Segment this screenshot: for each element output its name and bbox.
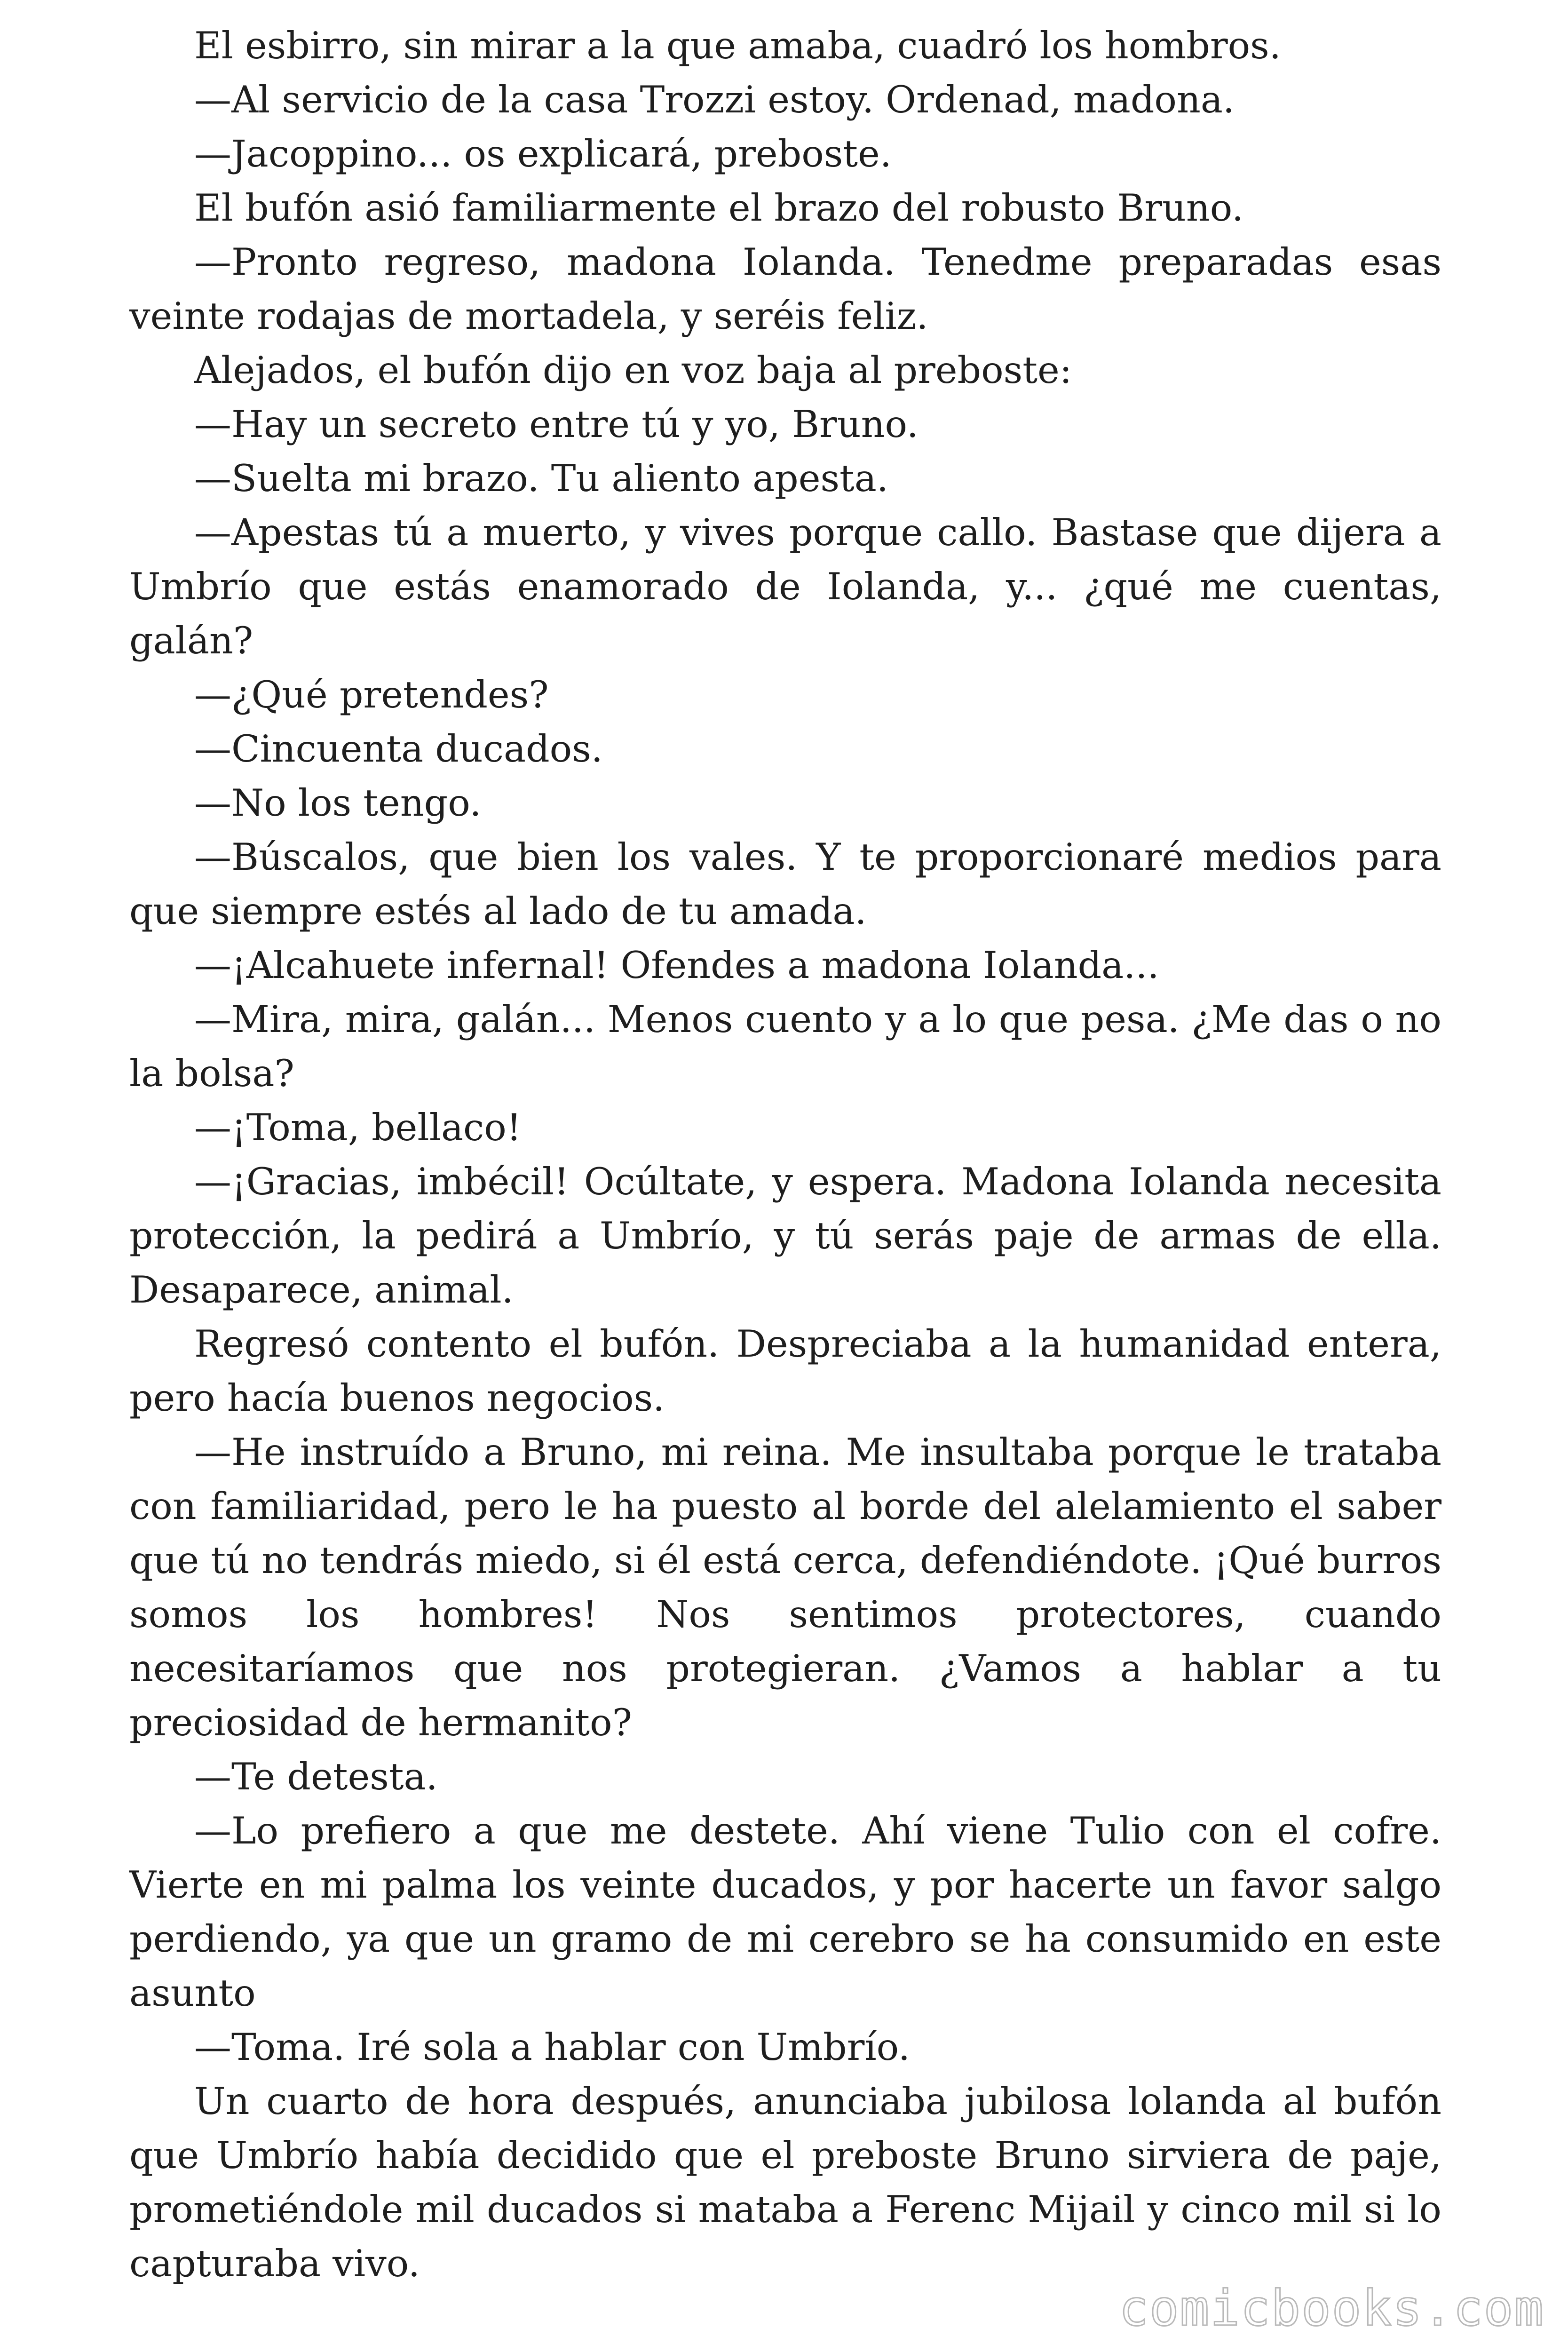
paragraph: —No los tengo.	[194, 781, 482, 825]
paragraph: —¡Gracias, imbécil! Ocúltate, y espera. Madona Iolanda necesita protección, la pedirá a Umbrío, y tú serás paje de armas de ella. Desaparece, animal.	[129, 1160, 1441, 1311]
paragraph: —Búscalos, que bien los vales. Y te proporcionaré medios para que siempre estés al lado de tu amada.	[129, 835, 1441, 933]
paragraph: —Apestas tú a muerto, y vives porque callo. Bastase que dijera a Umbrío que estás enamorado de Iolanda, y... ¿qué me cuentas, galán?	[129, 511, 1441, 662]
paragraph: El esbirro, sin mirar a la que amaba, cuadró los hombros.	[194, 24, 1281, 67]
paragraph: —Suelta mi brazo. Tu aliento apesta.	[194, 457, 889, 500]
paragraph: —¿Qué pretendes?	[194, 673, 549, 716]
page-body-text	[129, 19, 1441, 2291]
paragraph: Alejados, el bufón dijo en voz baja al preboste:	[194, 349, 1072, 392]
paragraph: El bufón asió familiarmente el brazo del robusto Bruno.	[194, 186, 1244, 230]
paragraph: —¡Toma, bellaco!	[194, 1106, 522, 1149]
paragraph: —Cincuenta ducados.	[194, 727, 603, 771]
paragraph: Regresó contento el bufón. Despreciaba a la humanidad entera, pero hacía buenos negocios.	[129, 1322, 1441, 1420]
paragraph: —Lo prefiero a que me destete. Ahí viene Tulio con el cofre. Vierte en mi palma los veinte ducados, y por hacerte un favor salgo perdiendo, ya que un gramo de mi cerebro se ha consumido en este asunto	[129, 1809, 1441, 2015]
paragraph: —Toma. Iré sola a hablar con Umbrío.	[194, 2026, 910, 2069]
paragraph: —¡Alcahuete infernal! Ofendes a madona Iolanda...	[194, 944, 1159, 987]
paragraph: —He instruído a Bruno, mi reina. Me insultaba porque le trataba con familiaridad, pero le ha puesto al borde del alelamiento el saber que tú no tendrás miedo, si él está cerca, defendiéndote. ¡Qué burros somos los hombres! Nos sentimos protectores, cuando necesitaríamos que nos protegieran. ¿Vamos a hablar a tu preciosidad de hermanito?	[129, 1430, 1441, 1744]
paragraph: —Te detesta.	[194, 1755, 438, 1798]
watermark: comicbooks.com	[1119, 2280, 1544, 2337]
paragraph: —Mira, mira, galán... Menos cuento y a lo que pesa. ¿Me das o no la bolsa?	[129, 998, 1441, 1095]
paragraph: —Pronto regreso, madona Iolanda. Tenedme preparadas esas veinte rodajas de mortadela, y seréis feliz.	[129, 240, 1441, 338]
paragraph: —Al servicio de la casa Trozzi estoy. Ordenad, madona.	[194, 78, 1235, 121]
paragraph: —Jacoppino... os explicará, preboste.	[194, 132, 892, 175]
paragraph: —Hay un secreto entre tú y yo, Bruno.	[194, 403, 919, 446]
paragraph: Un cuarto de hora después, anunciaba jubilosa lolanda al bufón que Umbrío había decidido que el preboste Bruno sirviera de paje, prometiéndole mil ducados si mataba a Ferenc Mijail y cinco mil si lo capturaba vivo.	[129, 2080, 1441, 2285]
